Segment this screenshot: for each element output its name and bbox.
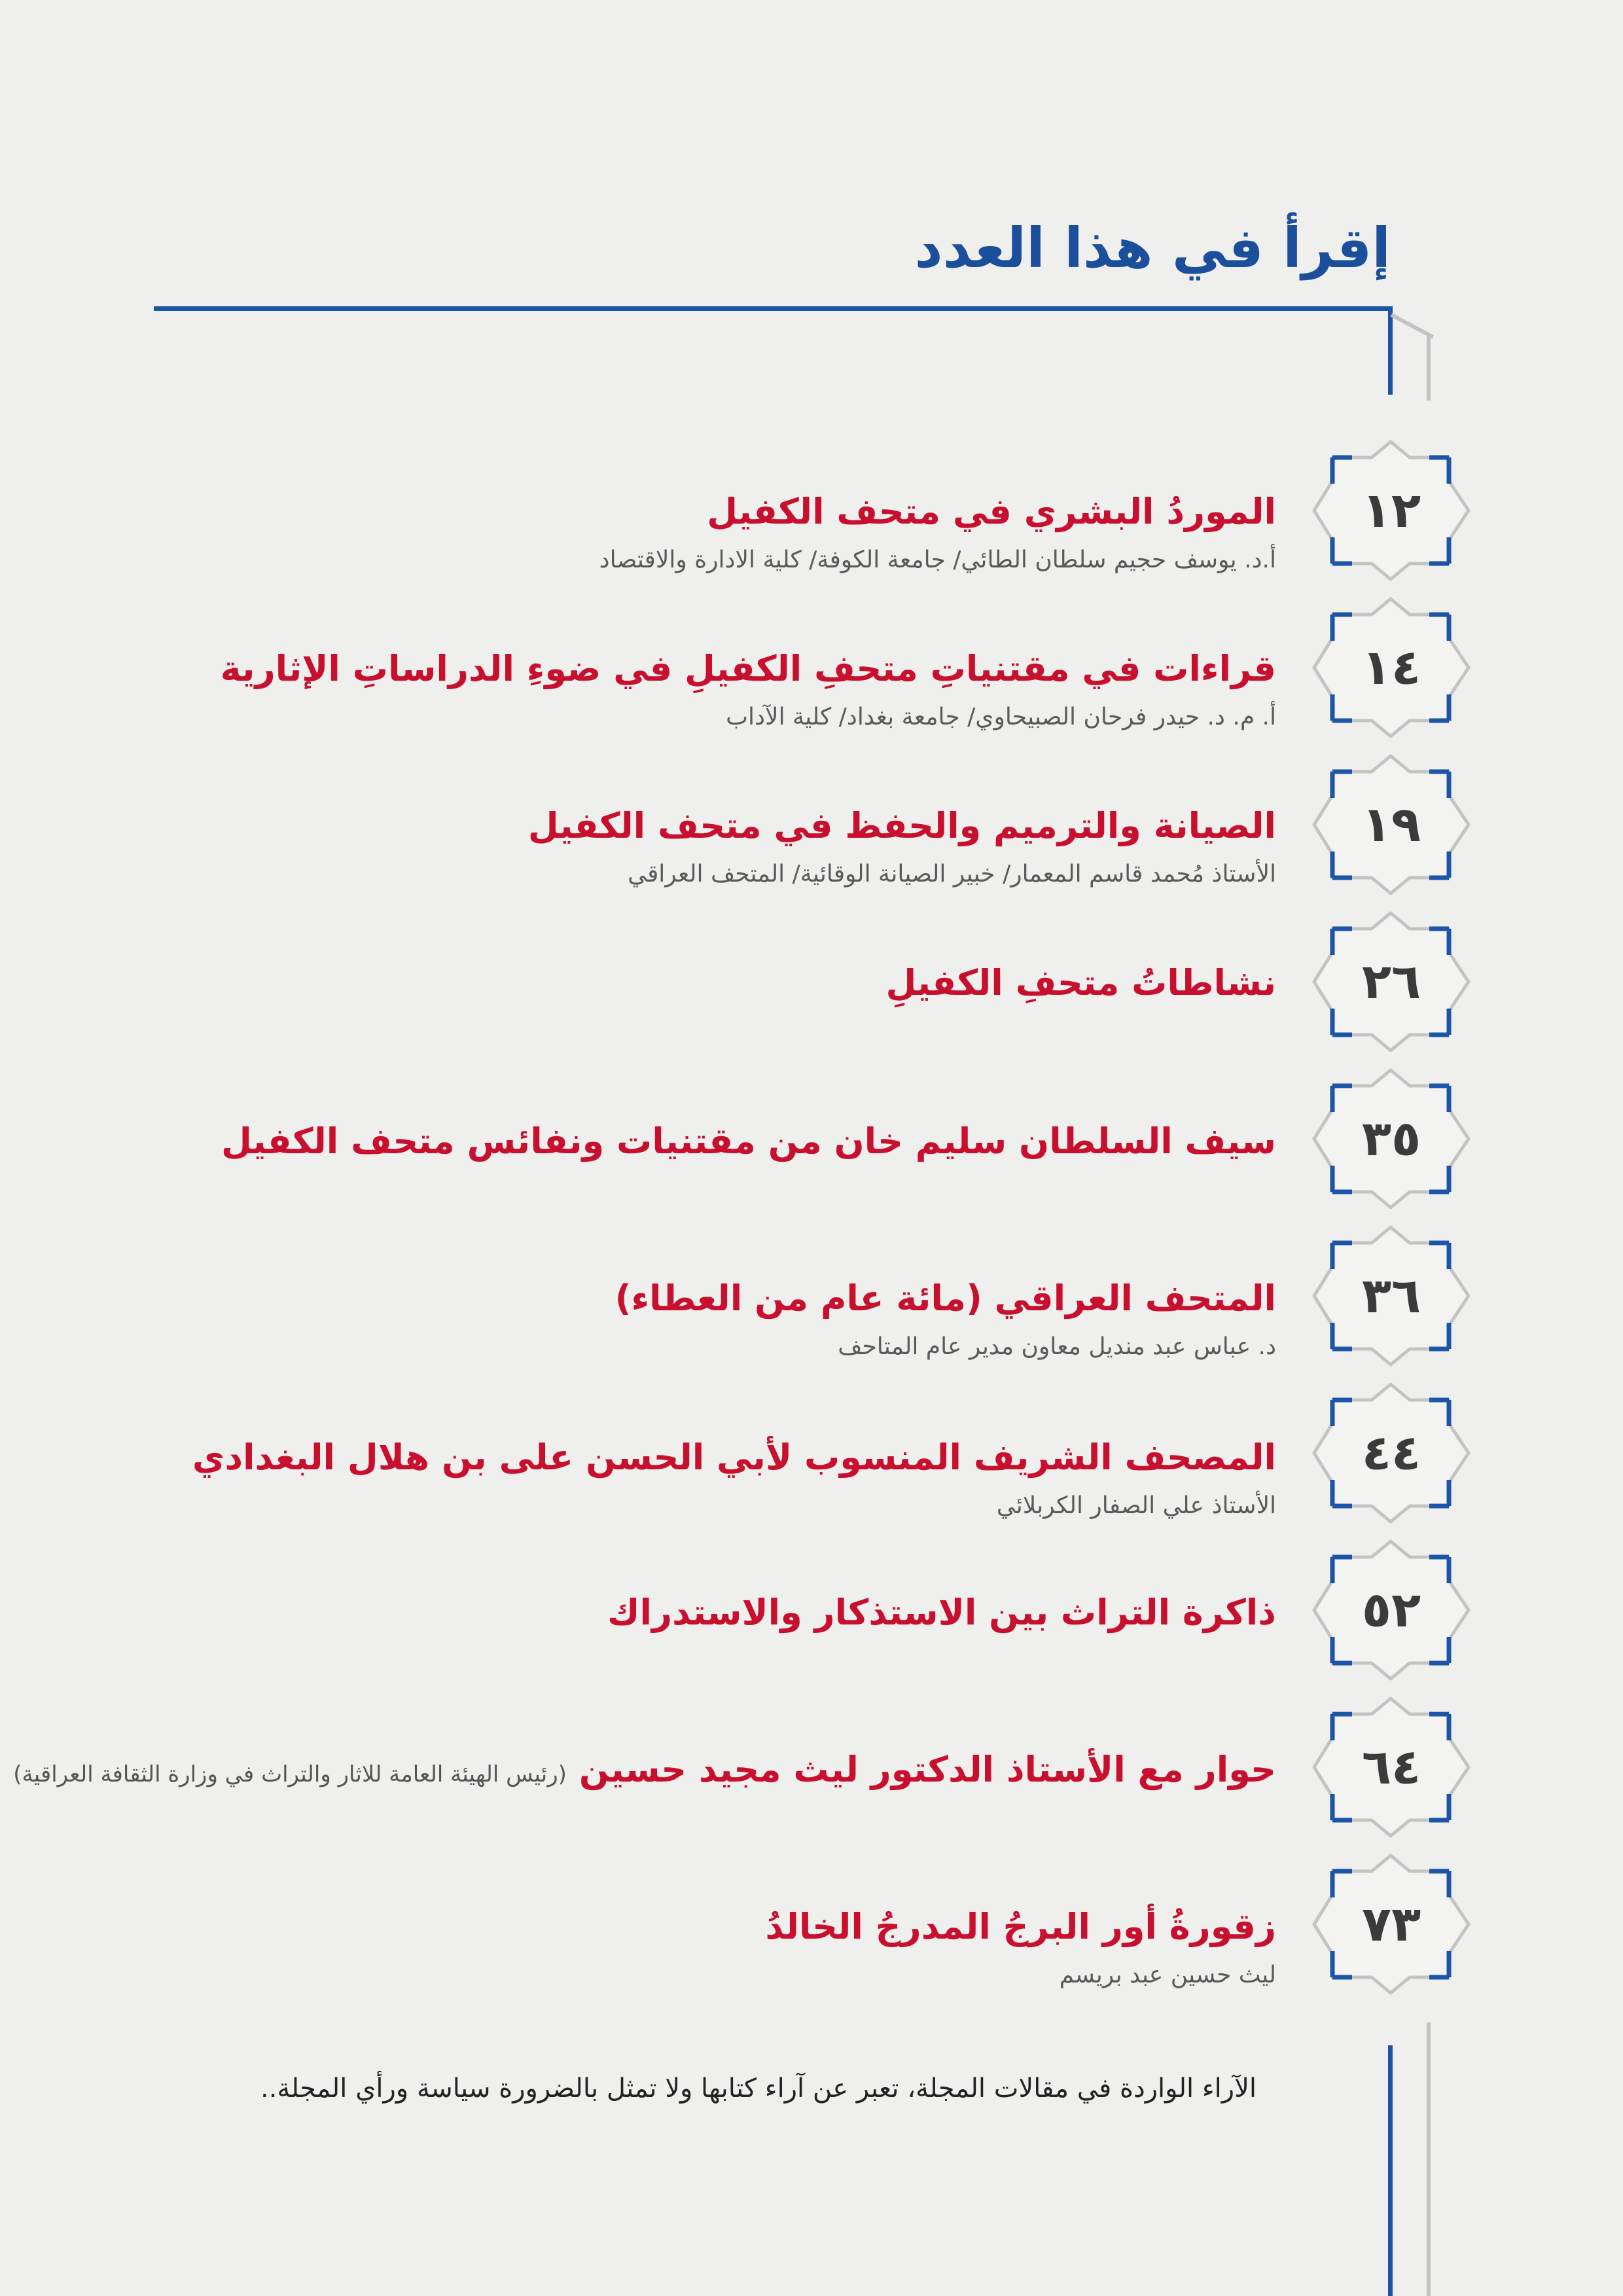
entry-title[interactable]: المصحف الشريف المنسوب لأبي الحسن على بن هلال البغدادي <box>192 1437 1276 1478</box>
entry-author: د. عباس عبد منديل معاون مدير عام المتاحف <box>838 1333 1276 1360</box>
page-number-badge <box>1313 1070 1470 1208</box>
toc-entry[interactable] <box>192 1437 1276 1522</box>
page-number: ٤٤ <box>1361 1425 1421 1481</box>
page-number: ٧٣ <box>1361 1896 1421 1952</box>
entry-title[interactable]: قراءات في مقتنياتِ متحفِ الكفيلِ في ضوءِ الدراساتِ الإثارية <box>220 648 1276 689</box>
entry-title[interactable]: الموردُ البشري في متحف الكفيل <box>707 491 1276 532</box>
entry-author: الأستاذ علي الصفار الكربلائي <box>996 1492 1276 1519</box>
entry-note: (رئيس الهيئة العامة للاثار والتراث في وزارة الثقافة العراقية) <box>13 1761 567 1787</box>
entry-author: أ.د. يوسف حجيم سلطان الطائي/ جامعة الكوفة/ كلية الادارة والاقتصاد <box>599 546 1276 573</box>
entry-title[interactable]: الصيانة والترميم والحفظ في متحف الكفيل <box>527 805 1276 846</box>
entry-author: الأستاذ مُحمد قاسم المعمار/ خبير الصيانة الوقائية/ المتحف العراقي <box>628 860 1276 888</box>
page-number-badge <box>1313 756 1470 893</box>
entry-title-text[interactable]: حوار مع الأستاذ الدكتور ليث مجيد حسين <box>579 1749 1276 1790</box>
entry-title[interactable]: نشاطاتُ متحفِ الكفيلِ <box>885 962 1276 1003</box>
page-number-badge <box>1313 1384 1470 1522</box>
entry-title[interactable]: المتحف العراقي (مائة عام من العطاء) <box>615 1278 1276 1319</box>
toc-entry[interactable] <box>221 648 1276 733</box>
page-number: ١٩ <box>1361 797 1421 853</box>
page-number: ١٢ <box>1361 482 1421 539</box>
toc-entry[interactable] <box>599 491 1276 576</box>
entry-title[interactable]: زقورةُ أور البرجُ المدرجُ الخالدُ <box>765 1906 1276 1947</box>
page-title: إقرأ في هذا العدد <box>914 216 1391 280</box>
page-number: ٢٦ <box>1361 954 1421 1010</box>
page-number: ٥٢ <box>1361 1582 1421 1638</box>
toc-entry[interactable] <box>765 1906 1276 1991</box>
page-number-badge <box>1313 442 1470 579</box>
toc-entry[interactable] <box>885 962 1276 1005</box>
page-number: ١٤ <box>1361 639 1421 696</box>
frame-gray-line-top <box>1427 335 1431 401</box>
page-number-badge <box>1313 1227 1470 1365</box>
page-number-badge <box>1313 1698 1470 1836</box>
toc-entry[interactable] <box>615 1278 1276 1363</box>
entry-title[interactable]: سيف السلطان سليم خان من مقتنيات ونفائس متحف الكفيل <box>221 1121 1276 1162</box>
page-number-badge <box>1313 1856 1470 1993</box>
header-rule <box>154 306 1391 311</box>
entry-author: ليث حسين عبد بريسم <box>1059 1961 1276 1988</box>
entry-title[interactable]: ذاكرة التراث بين الاستذكار والاستدراك <box>607 1592 1276 1633</box>
page-number: ٣٥ <box>1361 1111 1421 1167</box>
toc-entry[interactable] <box>13 1749 1276 1791</box>
page-number-badge <box>1313 1541 1470 1679</box>
page-number-badge <box>1313 599 1470 736</box>
page-number-badge <box>1313 913 1470 1050</box>
disclaimer: الآراء الواردة في مقالات المجلة، تعبر عن آراء كتابها ولا تمثل بالضرورة سياسة ورأي المجلة.. <box>260 2073 1257 2104</box>
frame-gray-line-bottom <box>1427 2022 1431 2296</box>
frame-line-top <box>1388 306 1393 395</box>
toc-entry[interactable] <box>607 1592 1276 1634</box>
frame-line-bottom <box>1388 2045 1393 2296</box>
page-number: ٣٦ <box>1361 1268 1421 1324</box>
toc-entry[interactable] <box>221 1121 1276 1163</box>
page-number: ٦٤ <box>1361 1739 1421 1795</box>
toc-entry[interactable] <box>528 805 1276 890</box>
entry-title[interactable] <box>13 1749 1276 1791</box>
entry-author: أ. م. د. حيدر فرحان الصبيحاوي/ جامعة بغداد/ كلية الآداب <box>726 703 1276 730</box>
